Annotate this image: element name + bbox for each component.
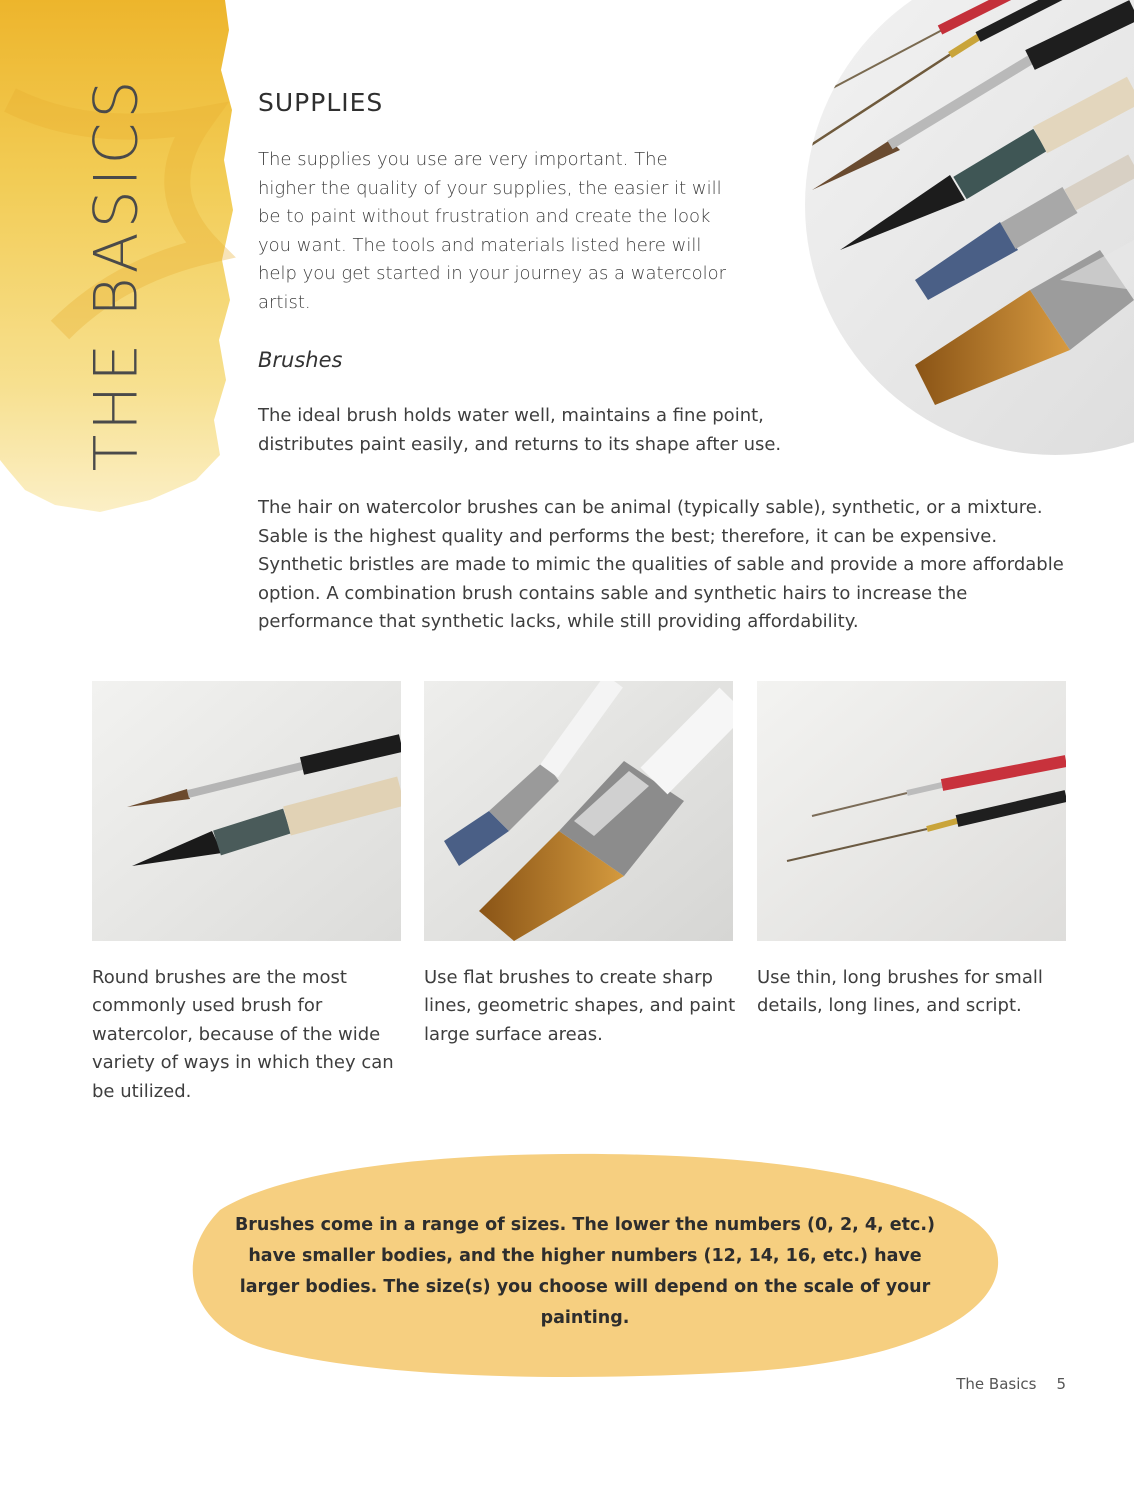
footer-section: The Basics: [956, 1375, 1037, 1393]
section-heading: SUPPLIES: [258, 88, 384, 117]
round-brushes-caption: Round brushes are the most commonly used brush for watercolor, because of the wide variety of ways in which they can be utilized.: [92, 967, 394, 1102]
brush-hair-paragraph: The hair on watercolor brushes can be animal (typically sable), synthetic, or a mixture. Sable is the highest quality and performs the best; therefore, it can be expensive. Synthetic bristles are made to mimic the qualities of sable and provide a more affordable option. A combination brush contains sable and synthetic hairs to increase the performance that synthetic lacks, while still providing affordability.: [258, 497, 1064, 633]
side-title: THE BASICS: [81, 76, 151, 472]
brush-size-note: Brushes come in a range of sizes. The lower the numbers (0, 2, 4, etc.) have smaller bodies, and the higher numbers (12, 14, 16, etc.) have larger bodies. The size(s) you choose will depend on the scale of your painting.: [234, 1215, 936, 1328]
round-brushes-photo: [92, 681, 401, 941]
liner-brushes-photo: [757, 681, 1066, 941]
liner-brushes-caption: Use thin, long brushes for small details, long lines, and script.: [757, 967, 1043, 1017]
intro-paragraph: The supplies you use are very important. The higher the quality of your supplies, the easier it will be to paint without frustration and create the look you want. The tools and materials listed here will help you get started in your journey as a watercolor artist.: [258, 149, 727, 313]
subheading: Brushes: [258, 348, 343, 372]
flat-brushes-caption: Use flat brushes to create sharp lines, geometric shapes, and paint large surface areas.: [424, 967, 736, 1045]
page-footer: [956, 1375, 1066, 1393]
brush-ideal-paragraph: The ideal brush holds water well, maintains a fine point, distributes paint easily, and returns to its shape after use.: [258, 405, 782, 455]
page-number: 5: [1056, 1375, 1066, 1393]
flat-brushes-photo: [424, 681, 733, 941]
brushes-hero-photo: [740, 0, 1134, 455]
